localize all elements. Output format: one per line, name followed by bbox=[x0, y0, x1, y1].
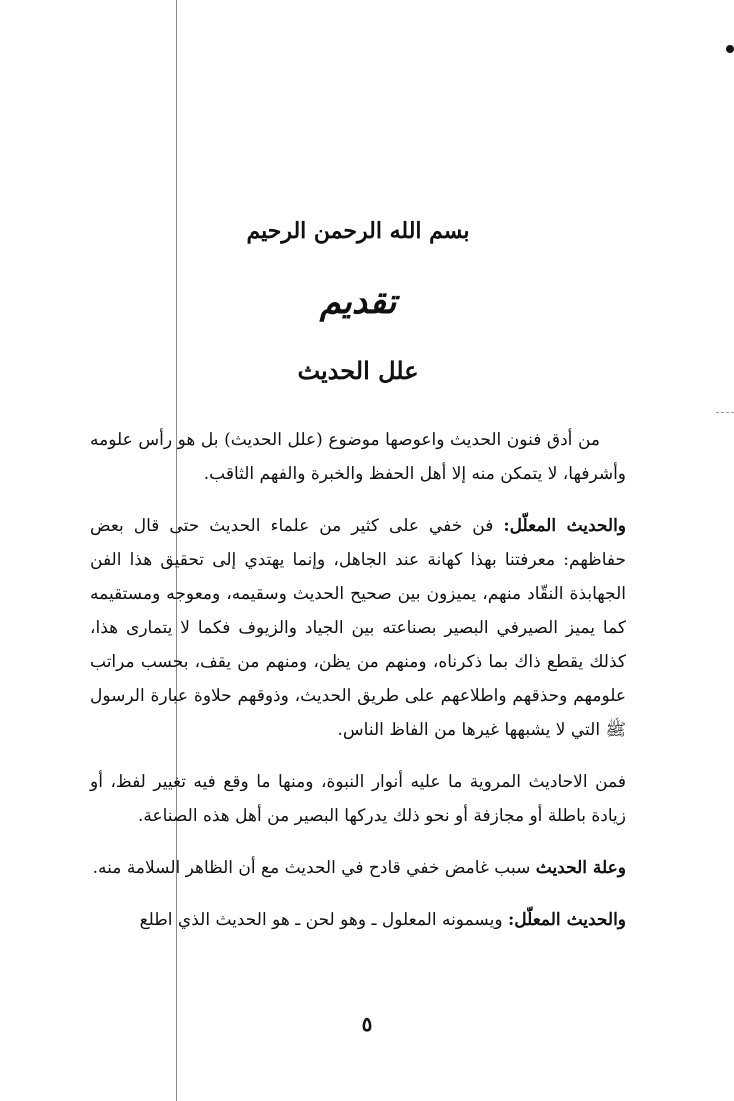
paragraph-1-text: من أدق فنون الحديث واعوصها موضوع (علل الحديث) بل هو رأس علومه وأشرفها، لا يتمكن منه إلا أهل الحفظ والخبرة والفهم الثاقب. bbox=[90, 430, 626, 484]
paragraph-5-lead: والحديث المعلّل: bbox=[507, 910, 626, 930]
paragraph-4-text: سبب غامض خفي قادح في الحديث مع أن الظاهر السلامة منه. bbox=[92, 858, 531, 878]
section-title: تقديم bbox=[319, 282, 397, 322]
paragraph-1 bbox=[90, 423, 626, 491]
paragraph-5-text: ويسمونه المعلول ـ وهو لحن ـ هو الحديث الذي اطلع bbox=[139, 910, 503, 930]
paragraph-5 bbox=[90, 903, 626, 937]
paragraph-4 bbox=[90, 851, 626, 885]
subtitle: علل الحديث bbox=[297, 356, 419, 385]
paragraph-3-text: فمن الاحاديث المروية ما عليه أنوار النبوة، ومنها ما وقع فيه تغيير لفظ، أو زيادة باطلة أو مجازفة أو نحو ذلك يدركها البصير من أهل هذه الصناعة. bbox=[90, 772, 626, 826]
basmala: بسم الله الرحمن الرحيم bbox=[246, 218, 470, 244]
margin-mark bbox=[726, 45, 734, 53]
page-number: ٥ bbox=[361, 1012, 373, 1036]
paragraph-3 bbox=[90, 765, 626, 833]
paragraph-4-lead: وعلة الحديث bbox=[535, 858, 626, 878]
book-page bbox=[90, 210, 626, 937]
margin-dashes bbox=[716, 412, 734, 413]
paragraph-2-text: فن خفي على كثير من علماء الحديث حتى قال بعض حفاظهم: معرفتنا بهذا كهانة عند الجاهل، وإنما يهتدي إلى تحقيق هذا الفن الجهابذة النقّاد منهم، يميزون بين صحيح الحديث وسقيمه، ومعوجه ومستقيمه كما يميز الصيرفي البصير بصناعته بين الجياد والزيوف فكما لا يتمارى هذا، كذلك يقطع ذاك بما ذكرناه، ومنهم من يظن، ومنهم من يقف، بحسب مراتب علومهم وحذقهم واطلاعهم على طريق الحديث، وذوقهم حلاوة عبارة الرسول ﷺ التي لا يشبهها غيرها من الفاظ الناس. bbox=[90, 516, 626, 740]
paragraph-2 bbox=[90, 509, 626, 747]
paragraph-2-lead: والحديث المعلّل: bbox=[503, 516, 627, 536]
